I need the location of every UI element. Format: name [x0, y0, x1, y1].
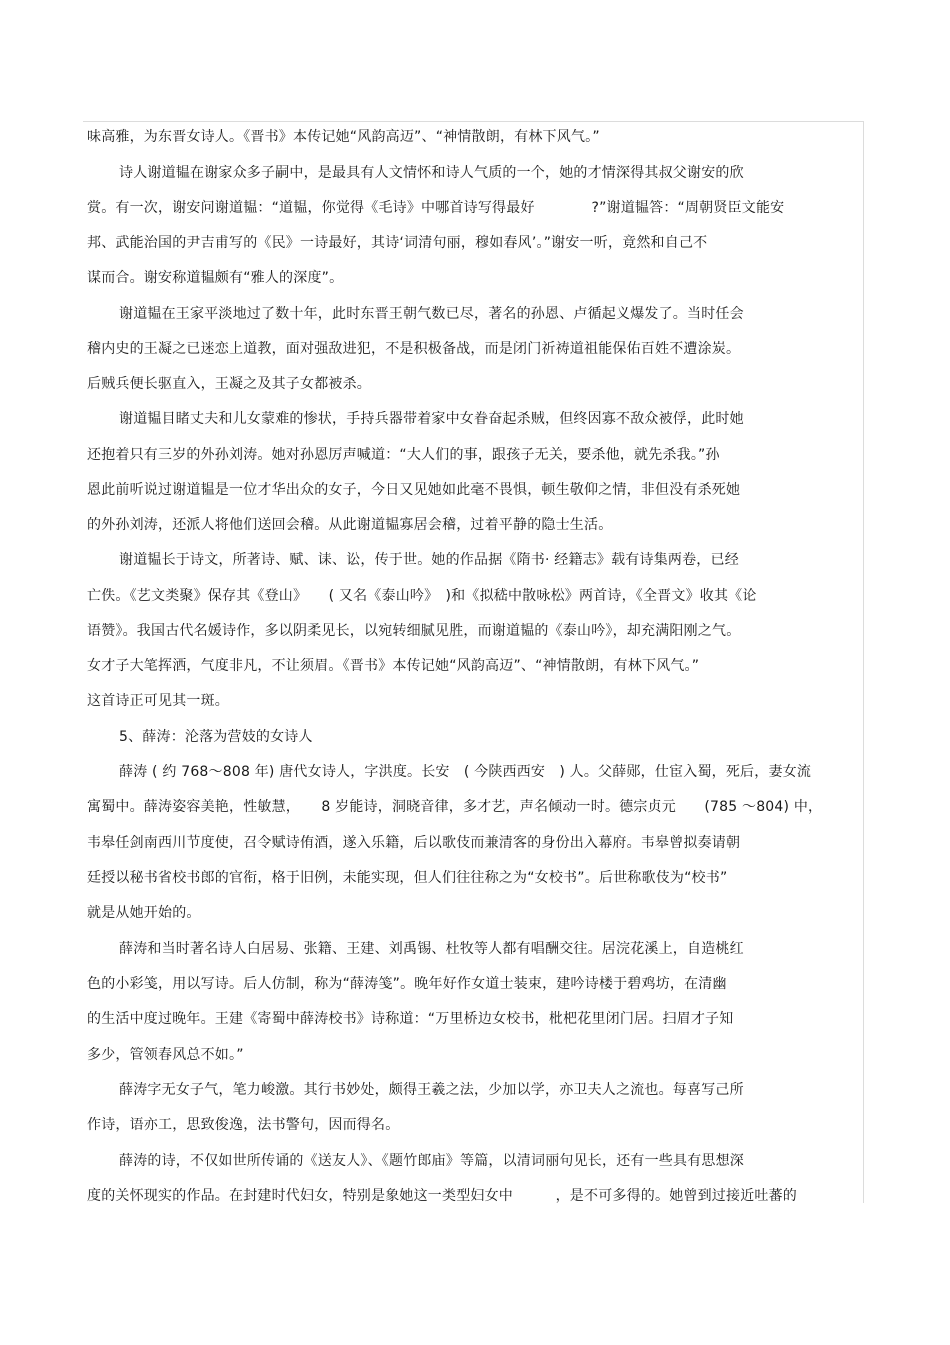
text-line: 的外孙刘涛，还派人将他们送回会稽。从此谢道韫寡居会稽，过着平静的隐士生活。	[87, 517, 613, 533]
text-line: 薛涛字无女子气，笔力峻激。其行书妙处，颇得王羲之法，少加以学，亦卫夫人之流也。每喜写己所	[119, 1082, 744, 1098]
text-line: 邦、武能治国的尹吉甫写的《民》一诗最好，其诗‘词清句丽，穆如春风’。”谢安一听，竟然和自己不	[87, 235, 708, 251]
text-line: 多少，管领春风总不如。”	[87, 1047, 244, 1063]
text-line: 这首诗正可见其一斑。	[87, 693, 229, 709]
text-line: 谢道韫在王家平淡地过了数十年，此时东晋王朝气数已尽，著名的孙恩、卢循起义爆发了。当时任会	[119, 306, 744, 322]
text-line: 语赞》。我国古代名媛诗作，多以阴柔见长，以宛转细腻见胜，而谢道韫的《泰山吟》，却充满阳刚之气。	[87, 623, 741, 639]
text-line: 还抱着只有三岁的外孙刘涛。她对孙恩厉声喊道：“大人们的事，跟孩子无关，要杀他，就先杀我。”孙	[87, 447, 720, 463]
text-line: 恩此前听说过谢道韫是一位才华出众的女子，今日又见她如此毫不畏惧，顿生敬仰之情，非但没有杀死她	[87, 482, 741, 498]
text-line: 诗人谢道韫在谢家众多子嗣中，是最具有人文情怀和诗人气质的一个，她的才情深得其叔父谢安的欣	[119, 165, 744, 181]
text-line: 廷授以秘书省校书郎的官衔，格于旧例，未能实现，但人们往往称之为“女校书”。后世称歌伎为“校书”	[87, 870, 728, 886]
text-line: 谢道韫长于诗文，所著诗、赋、诔、讼，传于世。她的作品据《隋书· 经籍志》载有诗集两卷，已经	[119, 552, 739, 568]
text-line: 薛涛 ( 约 768～808 年) 唐代女诗人，字洪度。长安 ( 今陕西西安 ) 人。父薛郧，仕宦入蜀，死后，妻女流	[119, 764, 812, 780]
text-line: 色的小彩笺，用以写诗。后人仿制，称为“薛涛笺”。晚年好作女道士装束，建吟诗楼于碧鸡坊，在清幽	[87, 976, 727, 992]
text-line: 薛涛和当时著名诗人白居易、张籍、王建、刘禹锡、杜牧等人都有唱酬交往。居浣花溪上，自造桃红	[119, 941, 744, 957]
text-line: 寓蜀中。薛涛姿容美艳，性敏慧， 8 岁能诗，洞晓音律，多才艺，声名倾动一时。德宗贞元 (785 ～804) 中，	[87, 799, 823, 815]
text-line: 女才子大笔挥洒，气度非凡，不让须眉。《晋书》本传记她“风韵高迈”、“神情散朗，有林下风气。”	[87, 658, 700, 674]
text-line: 薛涛的诗，不仅如世所传诵的《送友人》、《题竹郎庙》等篇，以清词丽句见长，还有一些具有思想深	[119, 1153, 744, 1169]
text-line: 赏。有一次，谢安问谢道韫：“道韫，你觉得《毛诗》中哪首诗写得最好 ?”谢道韫答：“周朝贤臣文能安	[87, 200, 785, 216]
text-line: 亡佚。《艺文类聚》保存其《登山》 ( 又名《泰山吟》 )和《拟嵇中散咏松》两首诗，《全晋文》收其《论	[87, 588, 757, 604]
text-line: 味高雅，为东晋女诗人。《晋书》本传记她“风韵高迈”、“神情散朗，有林下风气。”	[87, 129, 600, 145]
text-line: 后贼兵便长驱直入，王凝之及其子女都被杀。	[87, 376, 371, 392]
text-line: 的生活中度过晚年。王建《寄蜀中薛涛校书》诗称道：“万里桥边女校书，枇杷花里闭门居。扫眉才子知	[87, 1011, 734, 1027]
text-line: 韦皋任剑南西川节度使，召令赋诗侑酒，遂入乐籍，后以歌伎而兼清客的身份出入幕府。韦皋曾拟奏请朝	[87, 835, 741, 851]
text-line: 谋而合。谢安称道韫颇有“雅人的深度”。	[87, 270, 344, 286]
text-line: 作诗，语亦工，思致俊逸，法书警句，因而得名。	[87, 1117, 400, 1133]
text-line: 度的关怀现实的作品。在封建时代妇女，特别是象她这一类型妇女中 ，是不可多得的。她曾到过接近吐蕃的	[87, 1188, 797, 1204]
section-heading: 5、薛涛：沦落为营妓的女诗人	[119, 729, 313, 745]
text-line: 稽内史的王凝之已迷恋上道教，面对强敌进犯，不是积极备战，而是闭门祈祷道祖能保佑百姓不遭涂炭。	[87, 341, 741, 357]
text-line: 谢道韫目睹丈夫和儿女蒙难的惨状，手持兵器带着家中女眷奋起杀贼，但终因寡不敌众被俘，此时她	[119, 411, 744, 427]
text-line: 就是从她开始的。	[87, 905, 201, 921]
